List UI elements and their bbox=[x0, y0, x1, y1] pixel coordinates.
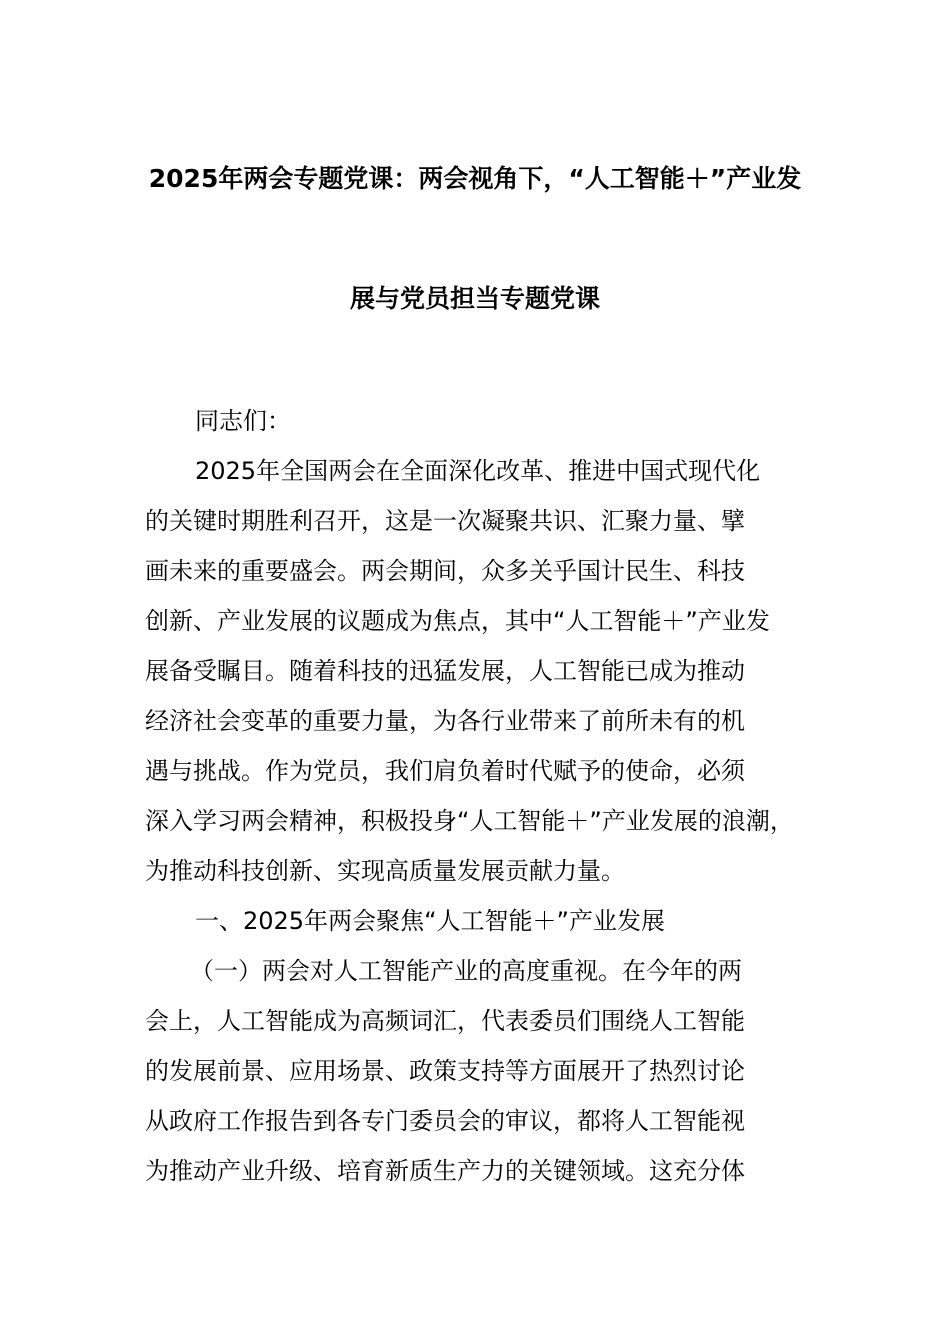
paragraph-line: 从政府工作报告到各专门委员会的审议，都将人工智能视 bbox=[145, 1107, 745, 1135]
section-heading: 一、2025年两会聚焦“人工智能＋”产业发展 bbox=[195, 907, 665, 935]
paragraph-line: 2025年全国两会在全面深化改革、推进中国式现代化 bbox=[195, 457, 761, 485]
document-title-line-2: 展与党员担当专题党课 bbox=[349, 284, 600, 313]
paragraph-line: 为推动科技创新、实现高质量发展贡献力量。 bbox=[145, 857, 625, 885]
paragraph-line: 会上，人工智能成为高频词汇，代表委员们围绕人工智能 bbox=[145, 1007, 745, 1035]
paragraph-line: 经济社会变革的重要力量，为各行业带来了前所未有的机 bbox=[145, 707, 745, 735]
paragraph-line: 的关键时期胜利召开，这是一次凝聚共识、汇聚力量、擘 bbox=[145, 507, 745, 535]
paragraph-line: 创新、产业发展的议题成为焦点，其中“人工智能＋”产业发 bbox=[145, 607, 770, 635]
paragraph-line: 展备受瞩目。随着科技的迅猛发展，人工智能已成为推动 bbox=[145, 657, 745, 685]
paragraph-line: 画未来的重要盛会。两会期间，众多关乎国计民生、科技 bbox=[145, 557, 745, 585]
paragraph-line: （一）两会对人工智能产业的高度重视。在今年的两 bbox=[190, 957, 742, 985]
paragraph-line: 遇与挑战。作为党员，我们肩负着时代赋予的使命，必须 bbox=[145, 757, 745, 785]
document-title-line-1: 2025年两会专题党课：两会视角下，“人工智能＋”产业发 bbox=[148, 164, 802, 193]
salutation: 同志们： bbox=[195, 407, 291, 435]
paragraph-line: 的发展前景、应用场景、政策支持等方面展开了热烈讨论 bbox=[145, 1057, 745, 1085]
paragraph-line: 为推动产业升级、培育新质生产力的关键领域。这充分体 bbox=[145, 1157, 745, 1185]
paragraph-line: 深入学习两会精神，积极投身“人工智能＋”产业发展的浪潮， bbox=[145, 807, 794, 835]
